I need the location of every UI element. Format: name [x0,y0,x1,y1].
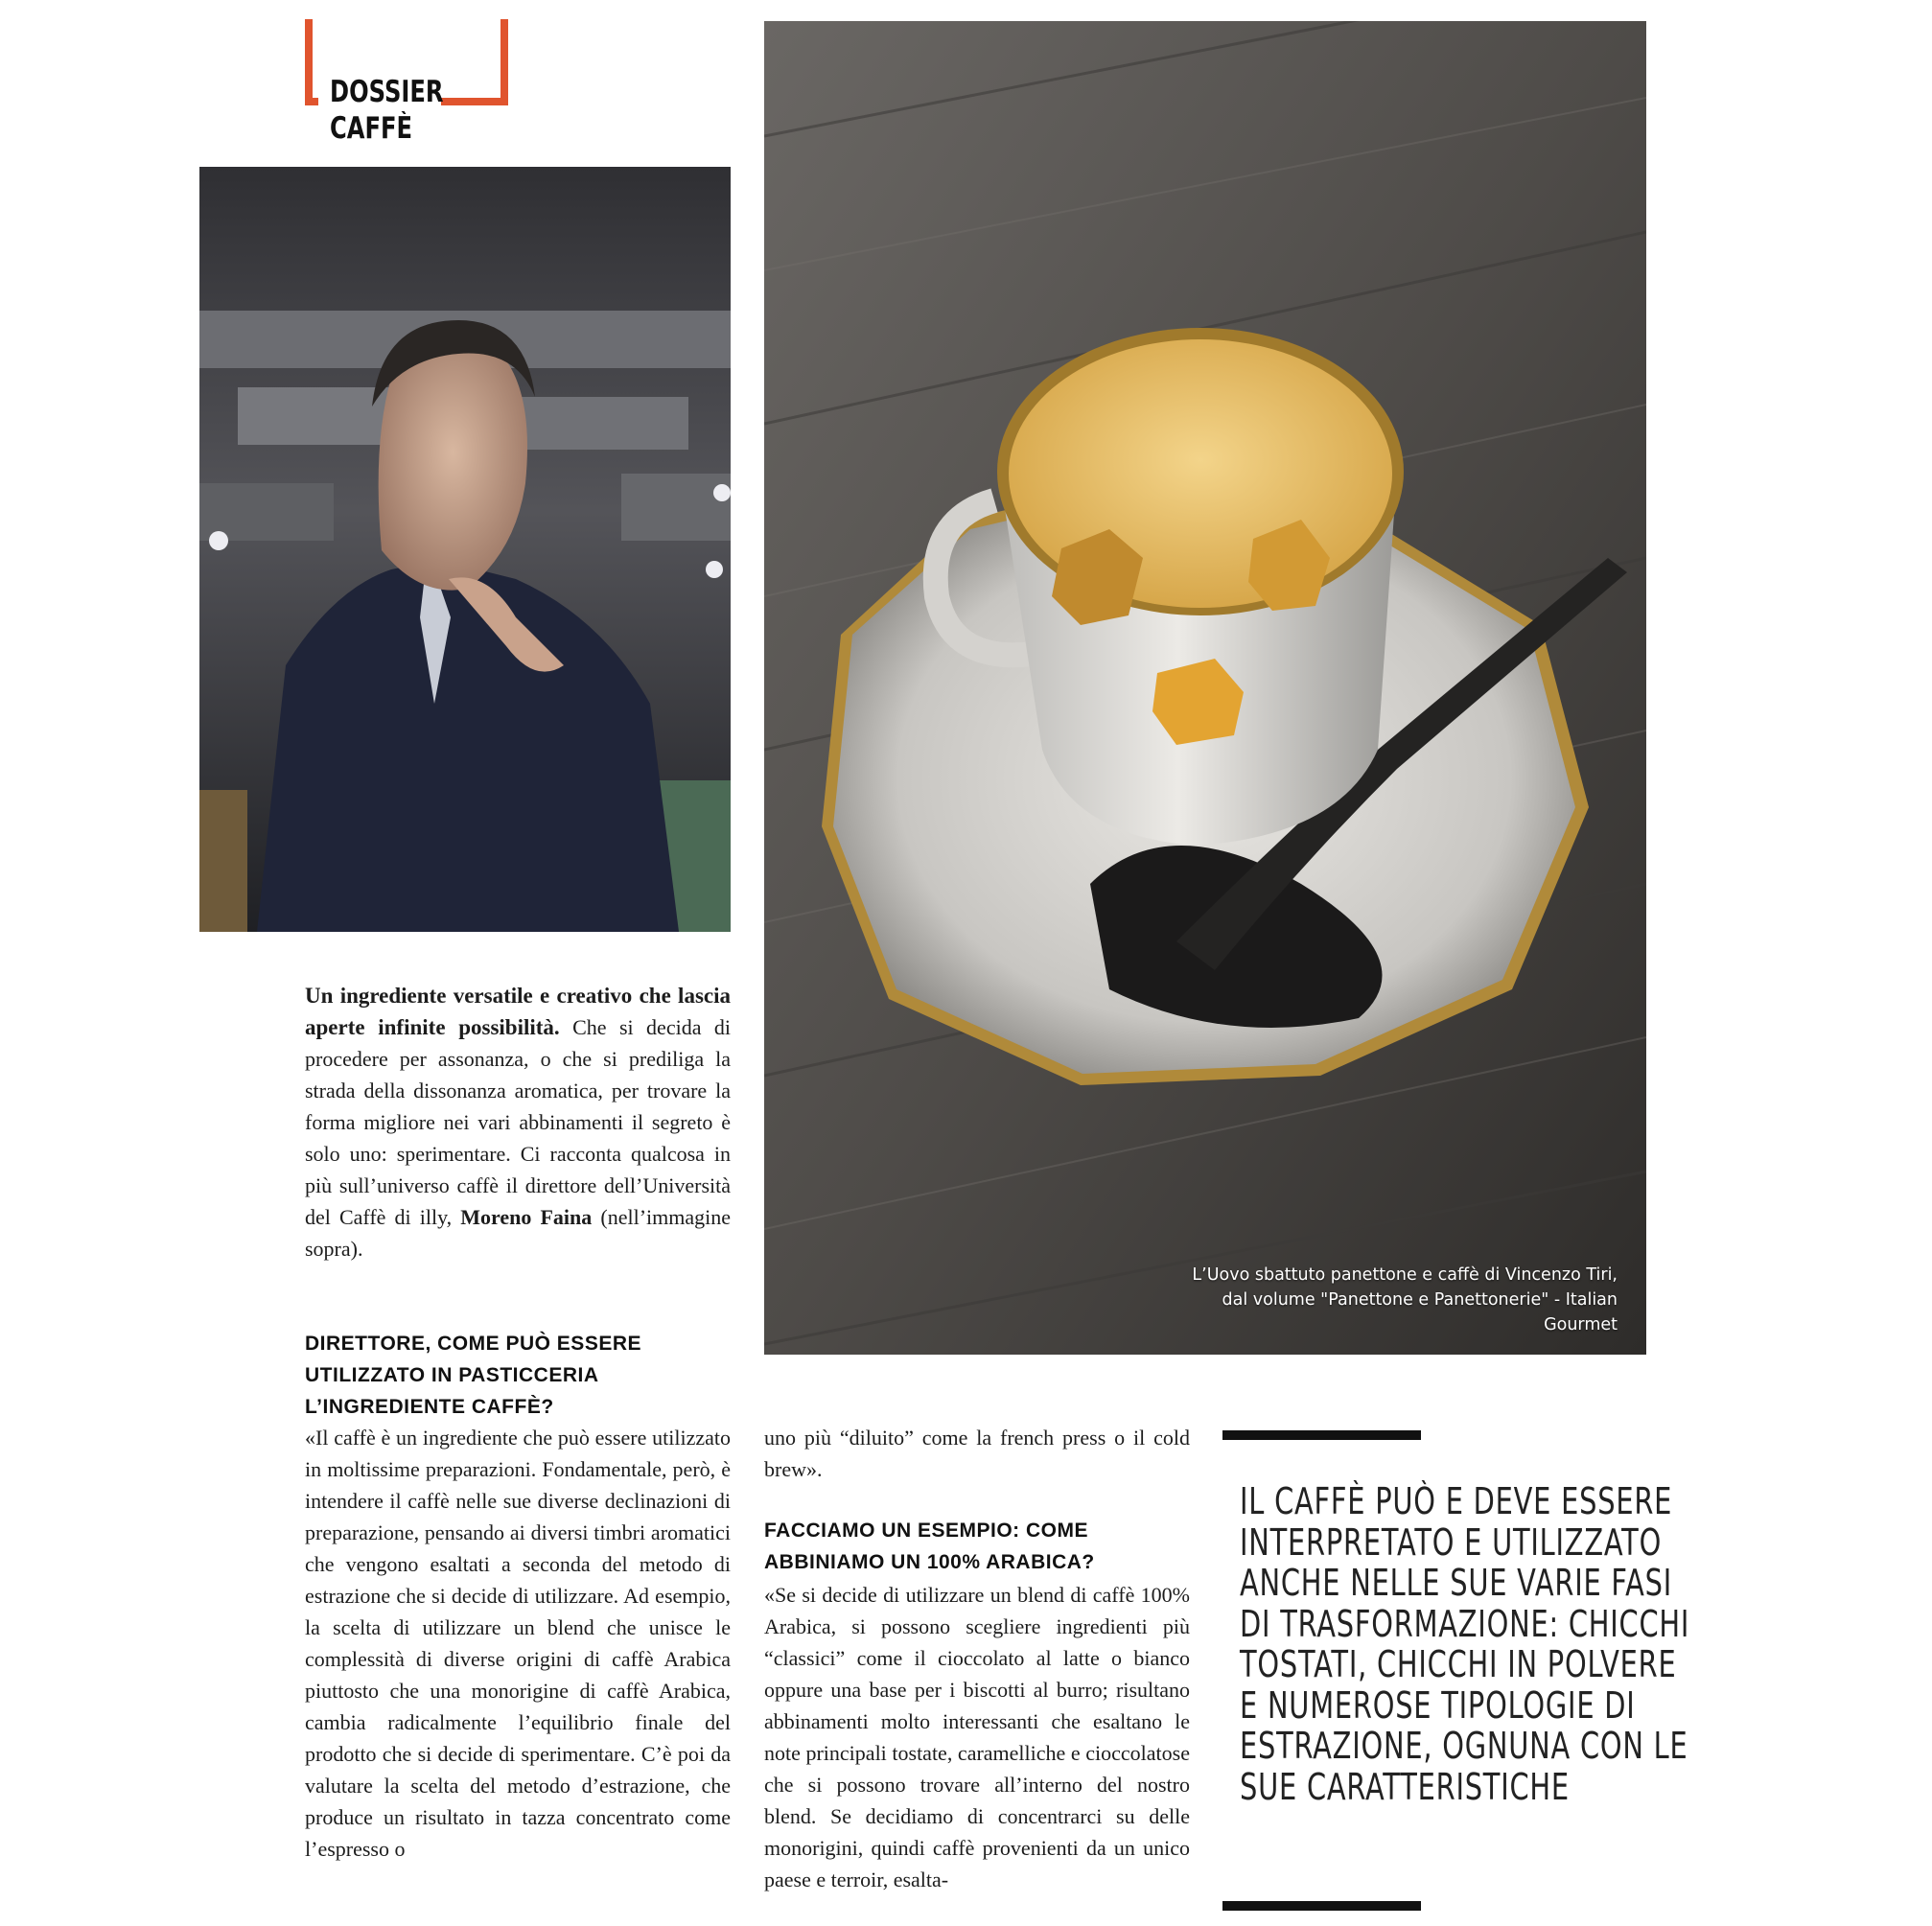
pull-quote: IL CAFFÈ PUÒ E DEVE ESSERE INTERPRETATO E UTILIZZATO ANCHE NELLE SUE VARIE FASI DI TRASFORMAZIONE: CHICCHI TOSTATI, CHICCHI IN POLVERE E NUMEROSE TIPOLOGIE DI ESTRAZIONE, OGNUNA CON LE SUE CARATTERISTICHE [1240,1480,1690,1808]
interviewee-name: Moreno Faina [460,1205,593,1229]
intro-body-1: Che si decida di procedere per assonanza, o che si prediliga la strada della dissonanza aromatica, per trovare la forma migliore nei vari abbinamenti il segreto è solo uno: sperimentare. Ci racconta qualcosa in più sull’universo caffè il direttore dell’Università del Caffè di illy, [305,1015,732,1229]
intro-lead: Un ingrediente versatile e creativo che lascia aperte infinite possibilità. [305,984,731,1039]
pull-quote-rule-top [1222,1430,1421,1440]
pull-quote-rule-bottom [1222,1901,1421,1911]
photo-caption: L’Uovo sbattuto panettone e caffè di Vincenzo Tiri, dal volume "Panettone e Panettonerie" - Italian Gourmet [1192,1265,1618,1334]
question-heading-2: FACCIAMO UN ESEMPIO: COME ABBINIAMO UN 100% ARABICA? [764,1520,1095,1573]
answer-paragraph-2: «Se si decide di utilizzare un blend di caffè 100% Arabica, si possono scegliere ingredienti più “classici” come il cioccolato al latte o bianco oppure una base per i biscotti al burro; risultano abbinamenti molto interessanti che esaltano le note principali tostate, caramelliche e cioccolatose che si possono trovare all’interno del nostro blend. Se decidiamo di concentrarci su delle monorigini, quindi caffè provenienti da un unico paese e terroir, esalta- [764,1583,1190,1891]
section-title-line1: DOSSIER [330,75,444,109]
intro-body-2: (nell’immagine sopra). [305,1205,732,1261]
section-title-line2: CAFFÈ [330,111,413,146]
question-heading-1: DIRETTORE, COME PUÒ ESSERE UTILIZZATO IN PASTICCERIA L’INGREDIENTE CAFFÈ? [305,1333,641,1418]
answer-paragraph-1-continued: uno più “diluito” come la french press o il cold brew». [764,1426,1190,1481]
section-logo [297,17,518,151]
answer-paragraph-1: «Il caffè è un ingrediente che può essere utilizzato in moltissime preparazioni. Fondamentale, però, è intendere il caffè nelle sue diverse declinazioni di preparazione, pensando ai diversi timbri aromatici che vengono esaltati a seconda del metodo di estrazione che si decide di utilizzare. Ad esempio, la scelta di utilizzare un blend che unisce le complessità di diverse origini di caffè Arabica piuttosto che una monorigine di caffè Arabica, cambia radicalmente l’equilibrio finale del prodotto che si decide di sperimentare. C’è poi da valutare la scelta del metodo d’estrazione, che produce un risultato in tazza concentrato come l’espresso o [305,1426,731,1861]
portrait-photo [199,167,731,932]
dish-photo [764,21,1646,1355]
intro-paragraph [305,980,731,1265]
